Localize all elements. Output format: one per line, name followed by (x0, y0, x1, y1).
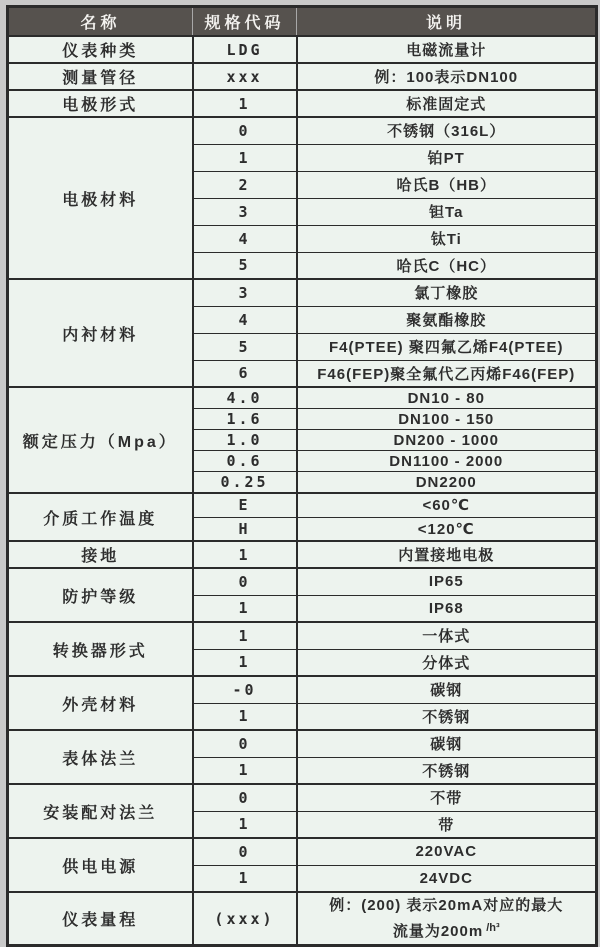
spec-desc-cell: DN200 - 1000 (297, 430, 597, 451)
spec-desc-cell: DN10 - 80 (297, 387, 597, 409)
group-name-cell: 防护等级 (8, 568, 193, 622)
group-name-cell: 内衬材料 (8, 279, 193, 387)
table-row (8, 279, 597, 306)
table-row (8, 90, 597, 117)
spec-code-cell: 0 (193, 784, 297, 811)
spec-code-cell: H (193, 517, 297, 541)
desc-line-2 (300, 917, 594, 943)
spec-desc-cell: 氯丁橡胶 (297, 279, 597, 306)
group-name-cell: 额定压力（Mpa） (8, 387, 193, 493)
table-row (8, 541, 597, 568)
table-row (8, 387, 597, 409)
group-name-cell: 供电电源 (8, 838, 193, 892)
spec-code-cell: 2 (193, 171, 297, 198)
spec-desc-cell: F46(FEP)聚全氟代乙丙烯F46(FEP) (297, 360, 597, 387)
spec-code-cell: 0 (193, 117, 297, 144)
spec-code-cell: 0.25 (193, 472, 297, 494)
spec-code-cell: 1 (193, 757, 297, 784)
spec-code-cell: 0.6 (193, 451, 297, 472)
spec-code-cell: 1.0 (193, 430, 297, 451)
spec-code-cell: 1 (193, 649, 297, 676)
table-row (8, 36, 597, 63)
spec-code-cell: 5 (193, 252, 297, 279)
spec-desc-cell: DN1100 - 2000 (297, 451, 597, 472)
spec-desc-cell: 铂PT (297, 144, 597, 171)
table-row (8, 838, 597, 865)
header-row (8, 7, 597, 37)
spec-desc-cell: 带 (297, 811, 597, 838)
table-row (8, 568, 597, 595)
spec-code-cell: 1 (193, 90, 297, 117)
spec-code-cell: 3 (193, 279, 297, 306)
spec-desc-cell: 碳钢 (297, 730, 597, 757)
group-name-cell: 仪表种类 (8, 36, 193, 63)
table-row (8, 730, 597, 757)
group-name-cell: 表体法兰 (8, 730, 193, 784)
spec-desc-cell: 24VDC (297, 865, 597, 892)
spec-desc-cell: 220VAC (297, 838, 597, 865)
spec-code-cell: (xxx) (193, 892, 297, 946)
spec-code-cell: 1 (193, 541, 297, 568)
spec-desc-cell: 电磁流量计 (297, 36, 597, 63)
spec-desc-cell: 碳钢 (297, 676, 597, 703)
spec-code-cell: 1 (193, 622, 297, 649)
table-row (8, 63, 597, 90)
table-row (8, 892, 597, 946)
spec-code-cell: 0 (193, 838, 297, 865)
spec-desc-cell: DN100 - 150 (297, 409, 597, 430)
spec-desc-cell: 分体式 (297, 649, 597, 676)
spec-code-cell: 4.0 (193, 387, 297, 409)
spec-code-cell: E (193, 493, 297, 517)
spec-desc-cell: 标准固定式 (297, 90, 597, 117)
spec-desc-cell: 不带 (297, 784, 597, 811)
spec-desc-cell: IP65 (297, 568, 597, 595)
group-name-cell: 电极材料 (8, 117, 193, 279)
spec-code-cell: 6 (193, 360, 297, 387)
spec-desc-cell: DN2200 (297, 472, 597, 494)
spec-desc-cell: 钛Ti (297, 225, 597, 252)
spec-code-cell: 1 (193, 703, 297, 730)
table-row (8, 784, 597, 811)
spec-code-cell: 4 (193, 306, 297, 333)
table-row (8, 676, 597, 703)
group-name-cell: 介质工作温度 (8, 493, 193, 541)
spec-code-cell: -0 (193, 676, 297, 703)
spec-code-cell: 1.6 (193, 409, 297, 430)
spec-code-cell: 1 (193, 595, 297, 622)
spec-desc-cell: 钽Ta (297, 198, 597, 225)
spec-desc-cell: 内置接地电极 (297, 541, 597, 568)
spec-desc-cell: 一体式 (297, 622, 597, 649)
spec-desc-cell: 不锈钢 (297, 703, 597, 730)
spec-table-header (8, 7, 597, 37)
header-cell-desc: 说明 (297, 7, 597, 37)
header-cell-name: 名称 (8, 7, 193, 37)
spec-desc-cell: 例：100表示DN100 (297, 63, 597, 90)
spec-desc-cell: 不锈钢（316L） (297, 117, 597, 144)
spec-code-cell: 4 (193, 225, 297, 252)
spec-code-cell: 1 (193, 865, 297, 892)
spec-desc-cell: F4(PTEE) 聚四氟乙烯F4(PTEE) (297, 333, 597, 360)
group-name-cell: 外壳材料 (8, 676, 193, 730)
spec-code-cell: xxx (193, 63, 297, 90)
desc-line-1: 例：(200) 表示20mA对应的最大 (329, 897, 564, 914)
table-row (8, 117, 597, 144)
spec-code-cell: 0 (193, 568, 297, 595)
group-name-cell: 转换器形式 (8, 622, 193, 676)
spec-desc-cell: 哈氏C（HC） (297, 252, 597, 279)
spec-desc-cell: IP68 (297, 595, 597, 622)
group-name-cell: 仪表量程 (8, 892, 193, 946)
spec-code-cell: 3 (193, 198, 297, 225)
table-row (8, 493, 597, 517)
group-name-cell: 测量管径 (8, 63, 193, 90)
desc-line-2-text: 流量为200m (392, 923, 484, 940)
group-name-cell: 安装配对法兰 (8, 784, 193, 838)
spec-desc-cell: 聚氨酯橡胶 (297, 306, 597, 333)
header-cell-code: 规格代码 (193, 7, 297, 37)
spec-table-body (8, 36, 597, 946)
spec-code-cell: 0 (193, 730, 297, 757)
spec-code-cell: 1 (193, 811, 297, 838)
group-name-cell: 电极形式 (8, 90, 193, 117)
spec-desc-cell: 哈氏B（HB） (297, 171, 597, 198)
table-row (8, 622, 597, 649)
spec-desc-cell (297, 892, 597, 946)
spec-code-cell: 5 (193, 333, 297, 360)
unit-superscript: /h³ (483, 922, 500, 934)
spec-code-cell: 1 (193, 144, 297, 171)
group-name-cell: 接地 (8, 541, 193, 568)
flowmeter-spec-table (6, 5, 598, 947)
spec-desc-cell: <60℃ (297, 493, 597, 517)
spec-code-cell: LDG (193, 36, 297, 63)
spec-desc-cell: <120℃ (297, 517, 597, 541)
spec-desc-cell: 不锈钢 (297, 757, 597, 784)
